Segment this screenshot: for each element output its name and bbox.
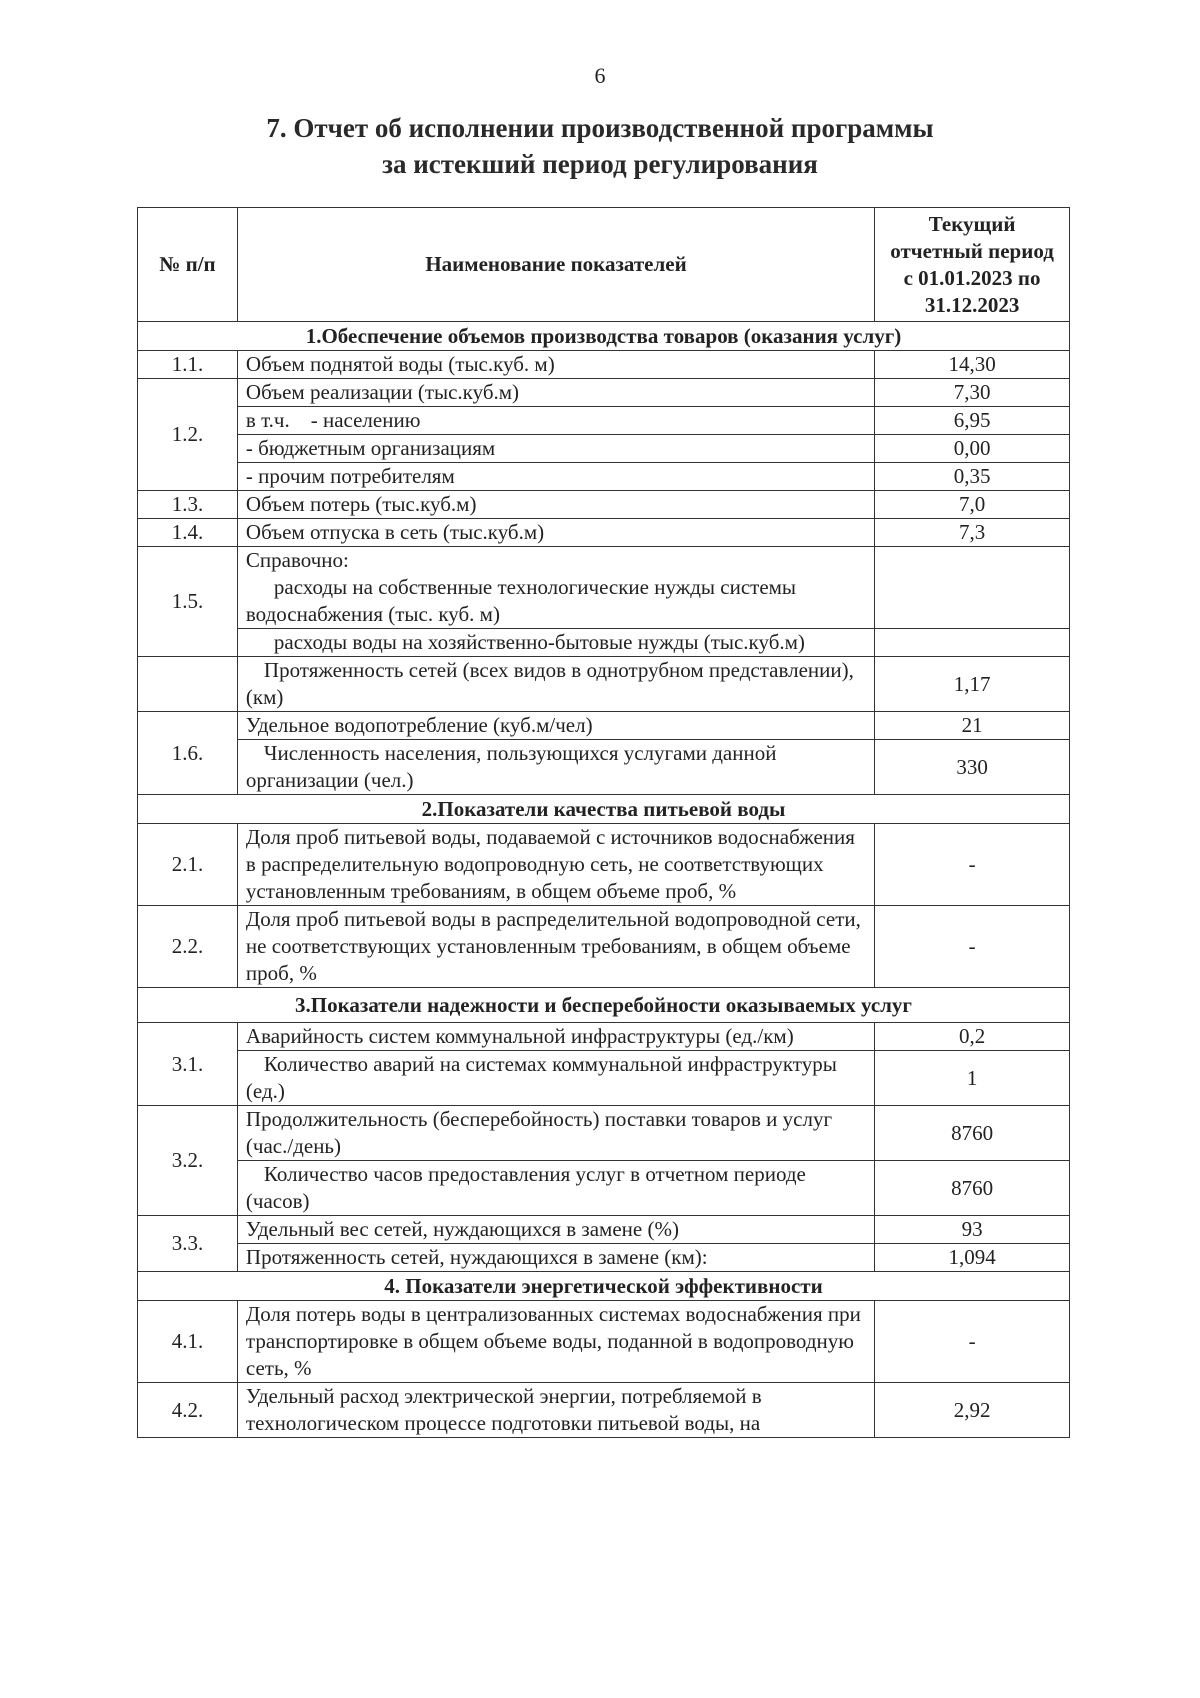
table-row (138, 906, 1070, 988)
row-name: Удельный вес сетей, нуждающихся в замене (%) (237, 1216, 874, 1244)
header-name: Наименование показателей (237, 208, 874, 322)
row-num: 1.6. (138, 712, 238, 795)
table-row (138, 547, 1070, 629)
table-header-row (138, 208, 1070, 322)
row-value: 1,17 (875, 657, 1070, 712)
production-program-report-table (137, 207, 1070, 1438)
row-num: 1.1. (138, 351, 238, 379)
row-value: 2,92 (875, 1383, 1070, 1438)
row-name: Аварийность систем коммунальной инфраструктуры (ед./км) (237, 1023, 874, 1051)
section-row (138, 1272, 1070, 1301)
title-line-1: 7. Отчет об исполнении производственной программы (266, 113, 934, 143)
row-num: 3.1. (138, 1023, 238, 1106)
row-name: расходы воды на хозяйственно-бытовые нужды (тыс.куб.м) (237, 629, 874, 657)
row-name: Количество часов предоставления услуг в отчетном периоде (часов) (237, 1161, 874, 1216)
row-name: Протяженность сетей, нуждающихся в замене (км): (237, 1244, 874, 1272)
table-row (138, 657, 1070, 712)
row-value: 1 (875, 1051, 1070, 1106)
row-value: 7,30 (875, 379, 1070, 407)
row-num: 2.2. (138, 906, 238, 988)
section-1-title: 1.Обеспечение объемов производства товаров (оказания услуг) (138, 322, 1070, 351)
table-row (138, 435, 1070, 463)
row-name: - бюджетным организациям (237, 435, 874, 463)
row-value: 0,2 (875, 1023, 1070, 1051)
section-row (138, 988, 1070, 1023)
table-row (138, 407, 1070, 435)
table-row (138, 379, 1070, 407)
row-value: 7,3 (875, 519, 1070, 547)
section-3-title: 3.Показатели надежности и бесперебойности оказываемых услуг (138, 988, 1070, 1023)
reference-label: Справочно: (245, 548, 349, 572)
table-row (138, 740, 1070, 795)
row-num: 1.2. (138, 379, 238, 491)
row-name: Доля потерь воды в централизованных системах водоснабжения при транспортировке в общем объеме воды, поданной в водопроводную сеть, % (237, 1301, 874, 1383)
row-name: Протяженность сетей (всех видов в однотрубном представлении), (км) (237, 657, 874, 712)
row-value: 8760 (875, 1106, 1070, 1161)
section-row (138, 795, 1070, 824)
row-name: Объем потерь (тыс.куб.м) (237, 491, 874, 519)
row-value: 0,35 (875, 463, 1070, 491)
row-name: Удельный расход электрической энергии, потребляемой в технологическом процессе подготовки питьевой воды, на (237, 1383, 874, 1438)
row-value (875, 629, 1070, 657)
table-row (138, 629, 1070, 657)
row-name: расходы на собственные технологические нужды системы водоснабжения (тыс. куб. м) (245, 575, 797, 626)
section-2-title: 2.Показатели качества питьевой воды (138, 795, 1070, 824)
row-value: 0,00 (875, 435, 1070, 463)
table-row (138, 491, 1070, 519)
row-num: 4.1. (138, 1301, 238, 1383)
row-value: 21 (875, 712, 1070, 740)
header-num: № п/п (138, 208, 238, 322)
section-row (138, 322, 1070, 351)
table-row (138, 1301, 1070, 1383)
table-row (138, 1161, 1070, 1216)
row-num: 2.1. (138, 824, 238, 906)
row-num: 4.2. (138, 1383, 238, 1438)
table-row (138, 1051, 1070, 1106)
row-name: Доля проб питьевой воды, подаваемой с источников водоснабжения в распределительную водопроводную сеть, не соответствующих установленным требованиям, в общем объеме проб, % (237, 824, 874, 906)
table-row (138, 824, 1070, 906)
row-value: - (875, 824, 1070, 906)
row-value: 330 (875, 740, 1070, 795)
row-name: Численность населения, пользующихся услугами данной организации (чел.) (237, 740, 874, 795)
row-num: 3.3. (138, 1216, 238, 1272)
row-name-block (237, 547, 874, 629)
row-name: Объем поднятой воды (тыс.куб. м) (237, 351, 874, 379)
row-name: Удельное водопотребление (куб.м/чел) (237, 712, 874, 740)
row-name: Доля проб питьевой воды в распределительной водопроводной сети, не соответствующих установленным требованиям, в общем объеме проб, % (237, 906, 874, 988)
page-title (0, 110, 1200, 182)
table-row (138, 712, 1070, 740)
row-num: 1.5. (138, 547, 238, 657)
table-row (138, 1216, 1070, 1244)
table-row (138, 1106, 1070, 1161)
header-period: Текущий отчетный период с 01.01.2023 по 31.12.2023 (875, 208, 1070, 322)
row-name: Объем реализации (тыс.куб.м) (237, 379, 874, 407)
page-number: 6 (594, 63, 606, 88)
table-row (138, 1023, 1070, 1051)
row-value: 8760 (875, 1161, 1070, 1216)
table-row (138, 1383, 1070, 1438)
table-row (138, 463, 1070, 491)
row-num-empty (138, 657, 238, 712)
row-num: 3.2. (138, 1106, 238, 1216)
row-name: Продолжительность (бесперебойность) поставки товаров и услуг (час./день) (237, 1106, 874, 1161)
section-4-title: 4. Показатели энергетической эффективности (138, 1272, 1070, 1301)
row-name: - прочим потребителям (237, 463, 874, 491)
row-name: Количество аварий на системах коммунальной инфраструктуры (ед.) (237, 1051, 874, 1106)
row-name: в т.ч. - населению (237, 407, 874, 435)
row-value: 93 (875, 1216, 1070, 1244)
row-value: - (875, 906, 1070, 988)
row-value (875, 547, 1070, 629)
table-row (138, 519, 1070, 547)
table-row (138, 351, 1070, 379)
row-value: - (875, 1301, 1070, 1383)
row-value: 14,30 (875, 351, 1070, 379)
row-value: 7,0 (875, 491, 1070, 519)
row-name: Объем отпуска в сеть (тыс.куб.м) (237, 519, 874, 547)
title-line-2: за истекший период регулирования (382, 149, 818, 179)
row-value: 6,95 (875, 407, 1070, 435)
row-num: 1.3. (138, 491, 238, 519)
row-num: 1.4. (138, 519, 238, 547)
row-value: 1,094 (875, 1244, 1070, 1272)
table-row (138, 1244, 1070, 1272)
